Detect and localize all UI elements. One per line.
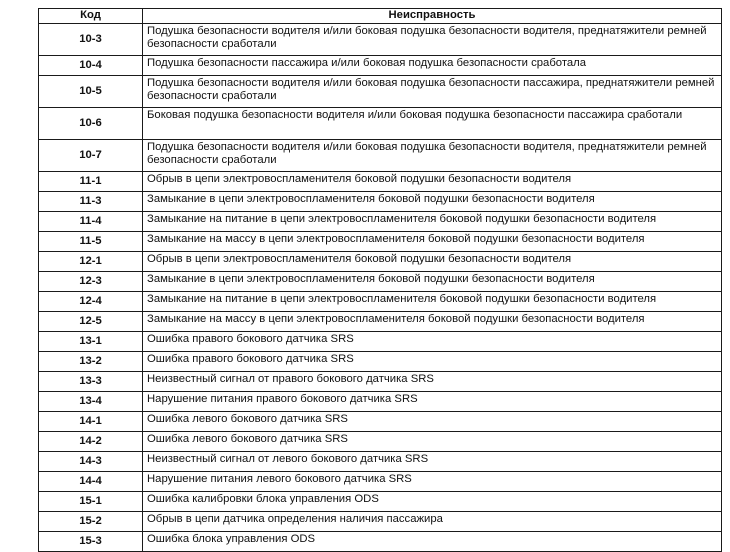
fault-description-cell: Ошибка левого бокового датчика SRS (143, 412, 722, 432)
fault-description-cell: Неизвестный сигнал от левого бокового датчика SRS (143, 452, 722, 472)
fault-description-cell: Замыкание в цепи электровоспламенителя боковой подушки безопасности водителя (143, 272, 722, 292)
fault-description-cell: Замыкание на массу в цепи электровоспламенителя боковой подушки безопасности водителя (143, 232, 722, 252)
table-row (39, 332, 722, 352)
table-row (39, 76, 722, 108)
fault-code-cell: 11-5 (39, 232, 143, 252)
table-row (39, 56, 722, 76)
table-row (39, 24, 722, 56)
header-description: Неисправность (143, 9, 722, 24)
fault-description-cell: Ошибка левого бокового датчика SRS (143, 432, 722, 452)
fault-description-cell: Обрыв в цепи датчика определения наличия пассажира (143, 512, 722, 532)
table-row (39, 252, 722, 272)
fault-description-cell: Подушка безопасности пассажира и/или боковая подушка безопасности сработала (143, 56, 722, 76)
table-row (39, 512, 722, 532)
fault-description-cell: Обрыв в цепи электровоспламенителя боковой подушки безопасности водителя (143, 252, 722, 272)
fault-code-cell: 14-3 (39, 452, 143, 472)
fault-description-cell: Ошибка калибровки блока управления ODS (143, 492, 722, 512)
fault-code-cell: 13-3 (39, 372, 143, 392)
header-code: Код (39, 9, 143, 24)
table-row (39, 532, 722, 552)
fault-code-cell: 13-1 (39, 332, 143, 352)
fault-description-cell: Обрыв в цепи электровоспламенителя боковой подушки безопасности водителя (143, 172, 722, 192)
fault-description-cell: Замыкание в цепи электровоспламенителя боковой подушки безопасности водителя (143, 192, 722, 212)
table-row (39, 352, 722, 372)
table-row (39, 492, 722, 512)
fault-description-cell: Боковая подушка безопасности водителя и/или боковая подушка безопасности пассажира сработали (143, 108, 722, 140)
fault-description-cell: Нарушение питания левого бокового датчика SRS (143, 472, 722, 492)
fault-code-cell: 14-1 (39, 412, 143, 432)
fault-description-cell: Ошибка правого бокового датчика SRS (143, 352, 722, 372)
table-row (39, 232, 722, 252)
fault-code-cell: 11-4 (39, 212, 143, 232)
fault-code-cell: 12-4 (39, 292, 143, 312)
table-row (39, 392, 722, 412)
fault-code-cell: 10-5 (39, 76, 143, 108)
fault-description-cell: Нарушение питания правого бокового датчика SRS (143, 392, 722, 412)
fault-code-cell: 10-4 (39, 56, 143, 76)
table-row (39, 140, 722, 172)
table-row (39, 412, 722, 432)
fault-description-cell: Подушка безопасности водителя и/или боковая подушка безопасности пассажира, преднатяжители ремней безопасности сработали (143, 76, 722, 108)
table-header-row (39, 9, 722, 24)
fault-code-cell: 12-5 (39, 312, 143, 332)
fault-code-cell: 13-4 (39, 392, 143, 412)
fault-description-cell: Неизвестный сигнал от правого бокового датчика SRS (143, 372, 722, 392)
fault-code-cell: 11-3 (39, 192, 143, 212)
fault-code-cell: 10-6 (39, 108, 143, 140)
table-body (39, 24, 722, 552)
fault-description-cell: Подушка безопасности водителя и/или боковая подушка безопасности водителя, преднатяжители ремней безопасности сработали (143, 140, 722, 172)
table-row (39, 372, 722, 392)
fault-description-cell: Ошибка правого бокового датчика SRS (143, 332, 722, 352)
fault-code-cell: 14-2 (39, 432, 143, 452)
table-row (39, 172, 722, 192)
table-row (39, 312, 722, 332)
table-row (39, 212, 722, 232)
fault-code-table (38, 8, 722, 552)
fault-description-cell: Ошибка блока управления ODS (143, 532, 722, 552)
table-row (39, 432, 722, 452)
fault-code-cell: 15-1 (39, 492, 143, 512)
fault-description-cell: Замыкание на питание в цепи электровоспламенителя боковой подушки безопасности водителя (143, 212, 722, 232)
fault-code-cell: 12-1 (39, 252, 143, 272)
fault-code-cell: 10-3 (39, 24, 143, 56)
fault-code-cell: 12-3 (39, 272, 143, 292)
fault-code-cell: 15-3 (39, 532, 143, 552)
fault-code-cell: 11-1 (39, 172, 143, 192)
fault-code-cell: 13-2 (39, 352, 143, 372)
table-row (39, 192, 722, 212)
fault-description-cell: Замыкание на питание в цепи электровоспламенителя боковой подушки безопасности водителя (143, 292, 722, 312)
fault-description-cell: Подушка безопасности водителя и/или боковая подушка безопасности водителя, преднатяжители ремней безопасности сработали (143, 24, 722, 56)
table-row (39, 452, 722, 472)
table-row (39, 272, 722, 292)
fault-code-cell: 10-7 (39, 140, 143, 172)
table-row (39, 292, 722, 312)
table-row (39, 472, 722, 492)
fault-description-cell: Замыкание на массу в цепи электровоспламенителя боковой подушки безопасности водителя (143, 312, 722, 332)
fault-code-cell: 15-2 (39, 512, 143, 532)
fault-code-cell: 14-4 (39, 472, 143, 492)
table-row (39, 108, 722, 140)
